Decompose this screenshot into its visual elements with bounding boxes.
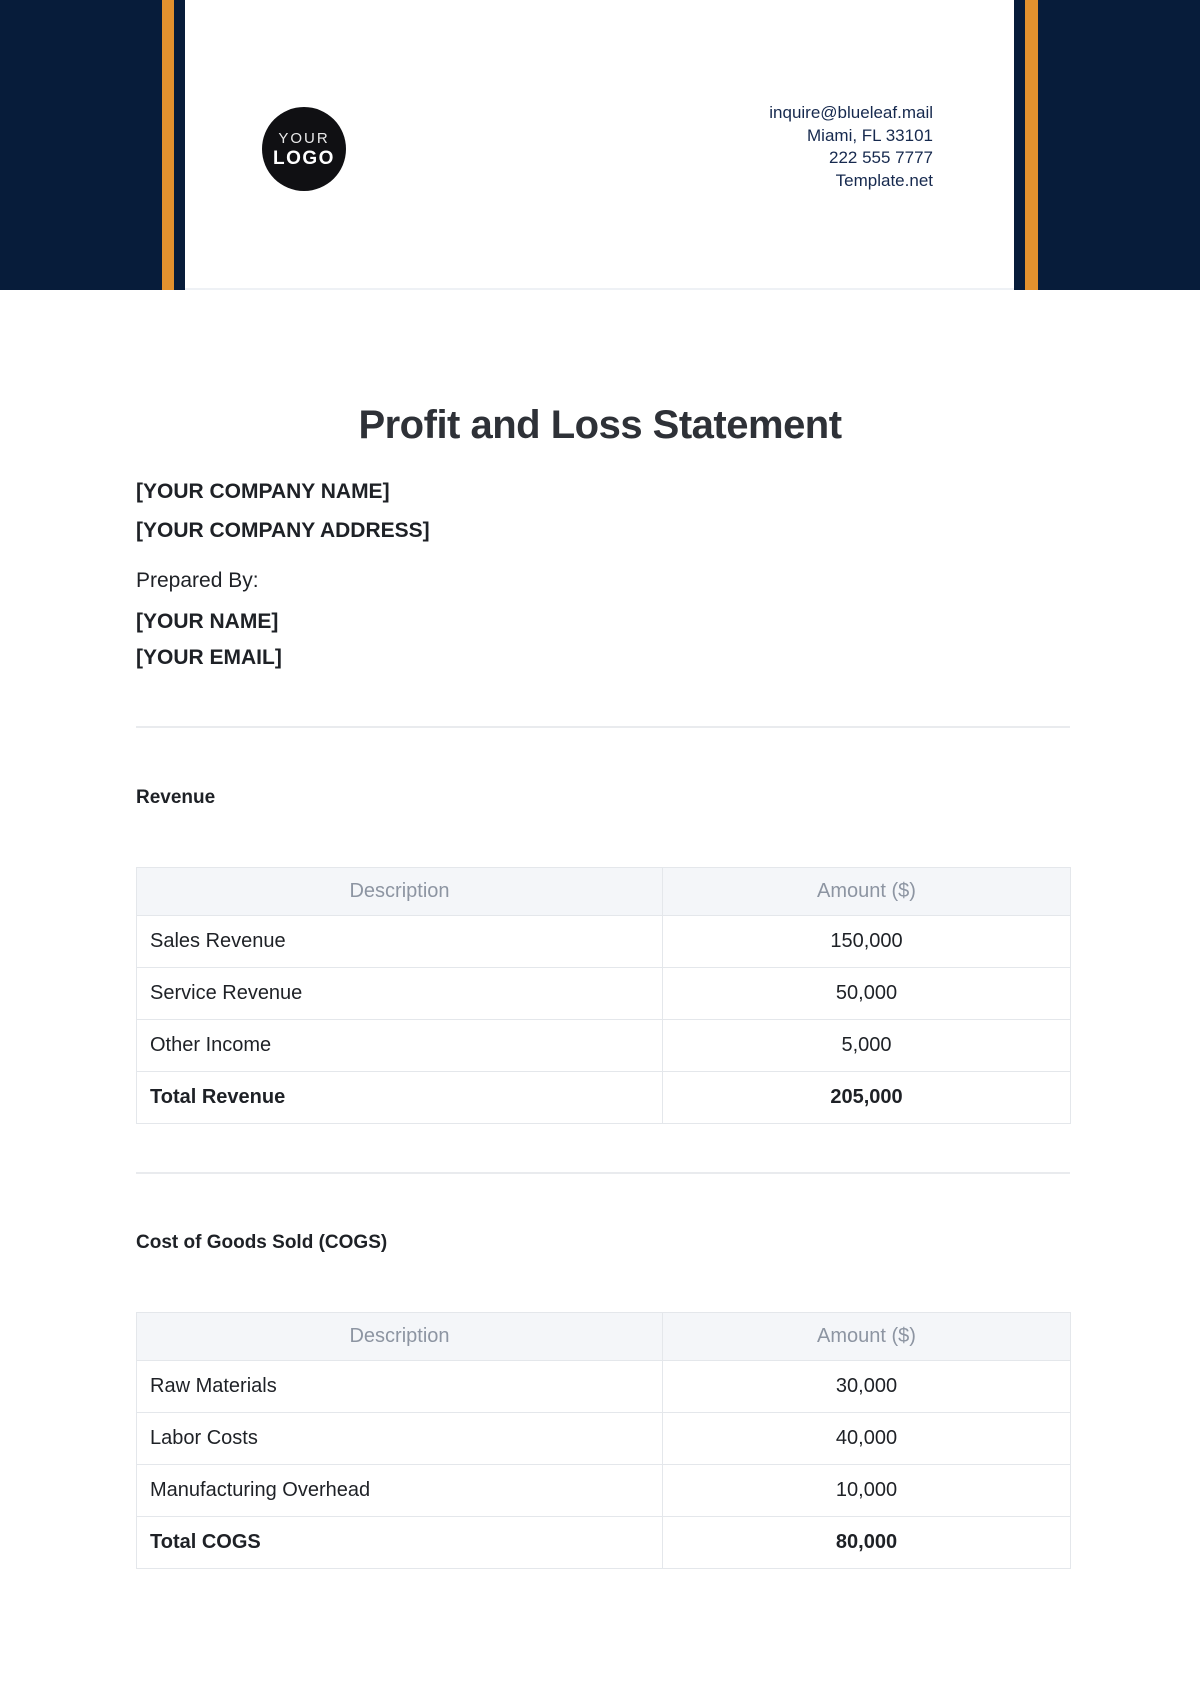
table-row: [137, 1413, 1071, 1465]
preparer-email-placeholder: [YOUR EMAIL]: [136, 646, 282, 669]
cogs-heading: Cost of Goods Sold (COGS): [136, 1232, 388, 1253]
column-header-amount: Amount ($): [663, 1313, 1071, 1361]
row-description: Manufacturing Overhead: [137, 1465, 663, 1517]
row-description: Service Revenue: [137, 968, 663, 1020]
header-band: [0, 0, 1200, 290]
right-navy-block: [1038, 0, 1200, 290]
logo-text-bottom: LOGO: [273, 147, 335, 169]
total-amount: 205,000: [663, 1072, 1071, 1124]
contact-email: inquire@blueleaf.mail: [769, 103, 933, 122]
row-description: Raw Materials: [137, 1361, 663, 1413]
row-amount: 40,000: [663, 1413, 1071, 1465]
total-label: Total COGS: [137, 1517, 663, 1569]
contact-website: Template.net: [835, 170, 933, 190]
section-divider: [136, 1172, 1070, 1174]
preparer-name-placeholder: [YOUR NAME]: [136, 610, 279, 633]
page-title: Profit and Loss Statement: [358, 403, 842, 447]
contact-city: Miami, FL 33101: [807, 125, 933, 145]
column-header-description: Description: [137, 1313, 663, 1361]
column-header-amount: Amount ($): [663, 868, 1071, 916]
company-name-placeholder: [YOUR COMPANY NAME]: [136, 480, 390, 503]
cogs-table: [136, 1312, 1071, 1569]
total-revenue-row: [137, 1072, 1071, 1124]
table-row: [137, 1465, 1071, 1517]
table-row: [137, 1020, 1071, 1072]
row-amount: 30,000: [663, 1361, 1071, 1413]
row-amount: 5,000: [663, 1020, 1071, 1072]
revenue-heading: Revenue: [136, 787, 216, 808]
table-row: [137, 1361, 1071, 1413]
row-amount: 150,000: [663, 916, 1071, 968]
row-amount: 50,000: [663, 968, 1071, 1020]
row-description: Other Income: [137, 1020, 663, 1072]
company-logo: [262, 107, 346, 191]
left-navy-stripe: [174, 0, 185, 290]
right-navy-stripe: [1014, 0, 1025, 290]
row-description: Labor Costs: [137, 1413, 663, 1465]
total-amount: 80,000: [663, 1517, 1071, 1569]
left-orange-stripe: [162, 0, 174, 290]
prepared-by-label: Prepared By:: [136, 569, 259, 592]
table-header-row: [137, 1313, 1071, 1361]
section-divider: [136, 726, 1070, 728]
table-row: [137, 968, 1071, 1020]
column-header-description: Description: [137, 868, 663, 916]
left-navy-block: [0, 0, 162, 290]
right-orange-stripe: [1025, 0, 1038, 290]
row-amount: 10,000: [663, 1465, 1071, 1517]
table-header-row: [137, 868, 1071, 916]
contact-phone: 222 555 7777: [829, 148, 933, 167]
company-address-placeholder: [YOUR COMPANY ADDRESS]: [136, 519, 430, 542]
revenue-table: [136, 867, 1071, 1124]
table-row: [137, 916, 1071, 968]
total-label: Total Revenue: [137, 1072, 663, 1124]
total-cogs-row: [137, 1517, 1071, 1569]
row-description: Sales Revenue: [137, 916, 663, 968]
logo-text-top: YOUR: [278, 129, 330, 147]
contact-block: [769, 102, 933, 192]
